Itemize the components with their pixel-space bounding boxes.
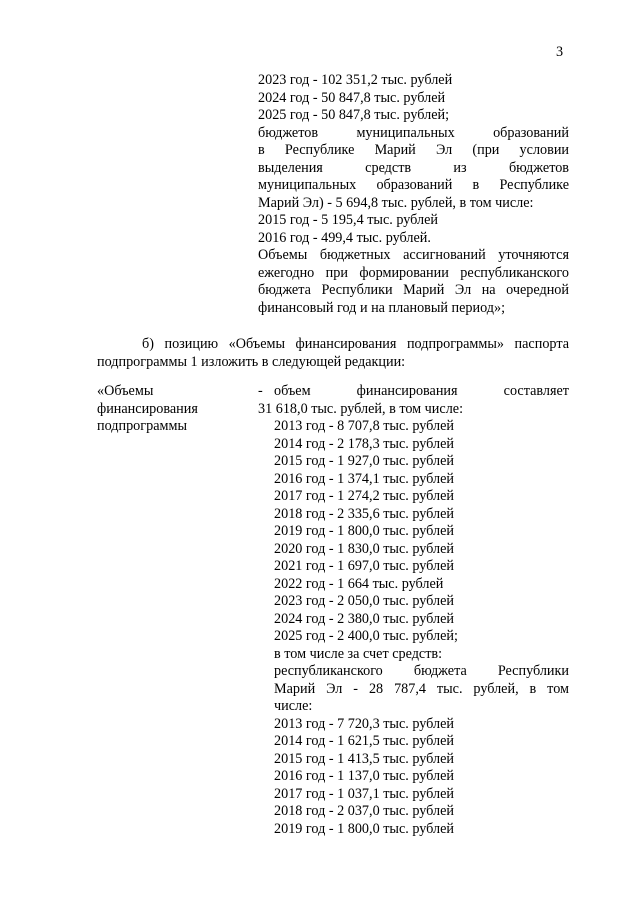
subprogram-volume-label	[97, 383, 247, 436]
volume-line: объем финансирования составляет	[274, 383, 569, 399]
page-number: 3	[556, 44, 564, 60]
total-year-line: 2021 год - 1 697,0 тыс. рублей	[274, 558, 454, 574]
including-line: в том числе за счет средств:	[274, 645, 443, 662]
municipal-text-line: муниципальных образований в Республике	[258, 177, 569, 193]
note-last-line: финансовый год и на плановый период»;	[258, 299, 506, 316]
note-line: бюджета Республики Марий Эл на очередной	[258, 282, 569, 298]
total-year-line: 2022 год - 1 664 тыс. рублей	[274, 575, 444, 592]
municipal-text-line: в Республике Марий Эл (при условии	[258, 142, 569, 158]
municipal-total-line: Марий Эл) - 5 694,8 тыс. рублей, в том числе:	[258, 194, 534, 211]
volume-line: 31 618,0 тыс. рублей, в том числе:	[258, 400, 464, 417]
total-year-line: 2014 год - 2 178,3 тыс. рублей	[274, 435, 454, 452]
total-year-line: 2016 год - 1 374,1 тыс. рублей	[274, 470, 454, 487]
label-line: финансирования	[97, 400, 198, 417]
total-year-line: 2023 год - 2 050,0 тыс. рублей	[274, 593, 454, 609]
municipal-year-line: 2016 год - 499,4 тыс. рублей.	[258, 229, 431, 246]
subprogram-volume-values	[258, 383, 569, 838]
total-year-line: 2013 год - 8 707,8 тыс. рублей	[274, 418, 454, 434]
republic-year-line: 2017 год - 1 037,1 тыс. рублей	[274, 785, 454, 802]
total-year-line: 2024 год - 2 380,0 тыс. рублей	[274, 610, 454, 627]
top-continuation-block	[258, 72, 569, 317]
republic-year-line: 2015 год - 1 413,5 тыс. рублей	[274, 750, 454, 767]
total-year-line: 2017 год - 1 274,2 тыс. рублей	[274, 488, 454, 504]
republic-year-line: 2018 год - 2 037,0 тыс. рублей	[274, 803, 454, 819]
funding-year-line: 2023 год - 102 351,2 тыс. рублей	[258, 72, 453, 88]
total-year-line: 2025 год - 2 400,0 тыс. рублей;	[274, 628, 458, 644]
municipal-text-line: выделения средств из бюджетов	[258, 159, 569, 176]
total-year-line: 2020 год - 1 830,0 тыс. рублей	[274, 540, 454, 557]
note-line: ежегодно при формировании республиканского	[258, 264, 569, 281]
republic-year-line: 2013 год - 7 720,3 тыс. рублей	[274, 715, 454, 732]
funding-year-line: 2024 год - 50 847,8 тыс. рублей	[258, 89, 446, 106]
total-year-line: 2019 год - 1 800,0 тыс. рублей	[274, 523, 454, 539]
republic-last-line: числе:	[274, 698, 313, 714]
total-year-line: 2015 год - 1 927,0 тыс. рублей	[274, 453, 454, 469]
municipal-text-line: бюджетов муниципальных образований	[258, 124, 569, 141]
republic-year-line: 2019 год - 1 800,0 тыс. рублей	[274, 820, 454, 837]
republic-year-line: 2016 год - 1 137,0 тыс. рублей	[274, 768, 454, 784]
dash-separator: -	[258, 383, 263, 399]
note-line: Объемы бюджетных ассигнований уточняются	[258, 247, 569, 263]
instruction-paragraph	[97, 336, 569, 371]
municipal-year-line: 2015 год - 5 195,4 тыс. рублей	[258, 212, 438, 228]
republic-year-line: 2014 год - 1 621,5 тыс. рублей	[274, 733, 454, 749]
republic-text-line: Марий Эл - 28 787,4 тыс. рублей, в том	[274, 680, 569, 697]
instruction-line: б) позицию «Объемы финансирования подпрограммы» паспорта	[142, 336, 569, 352]
funding-year-line: 2025 год - 50 847,8 тыс. рублей;	[258, 107, 450, 123]
republic-text-line: республиканского бюджета Республики	[274, 663, 569, 679]
total-year-line: 2018 год - 2 335,6 тыс. рублей	[274, 505, 454, 522]
label-line: подпрограммы	[97, 418, 187, 434]
label-line: «Объемы	[97, 383, 154, 399]
instruction-line: подпрограммы 1 изложить в следующей редакции:	[97, 353, 406, 370]
